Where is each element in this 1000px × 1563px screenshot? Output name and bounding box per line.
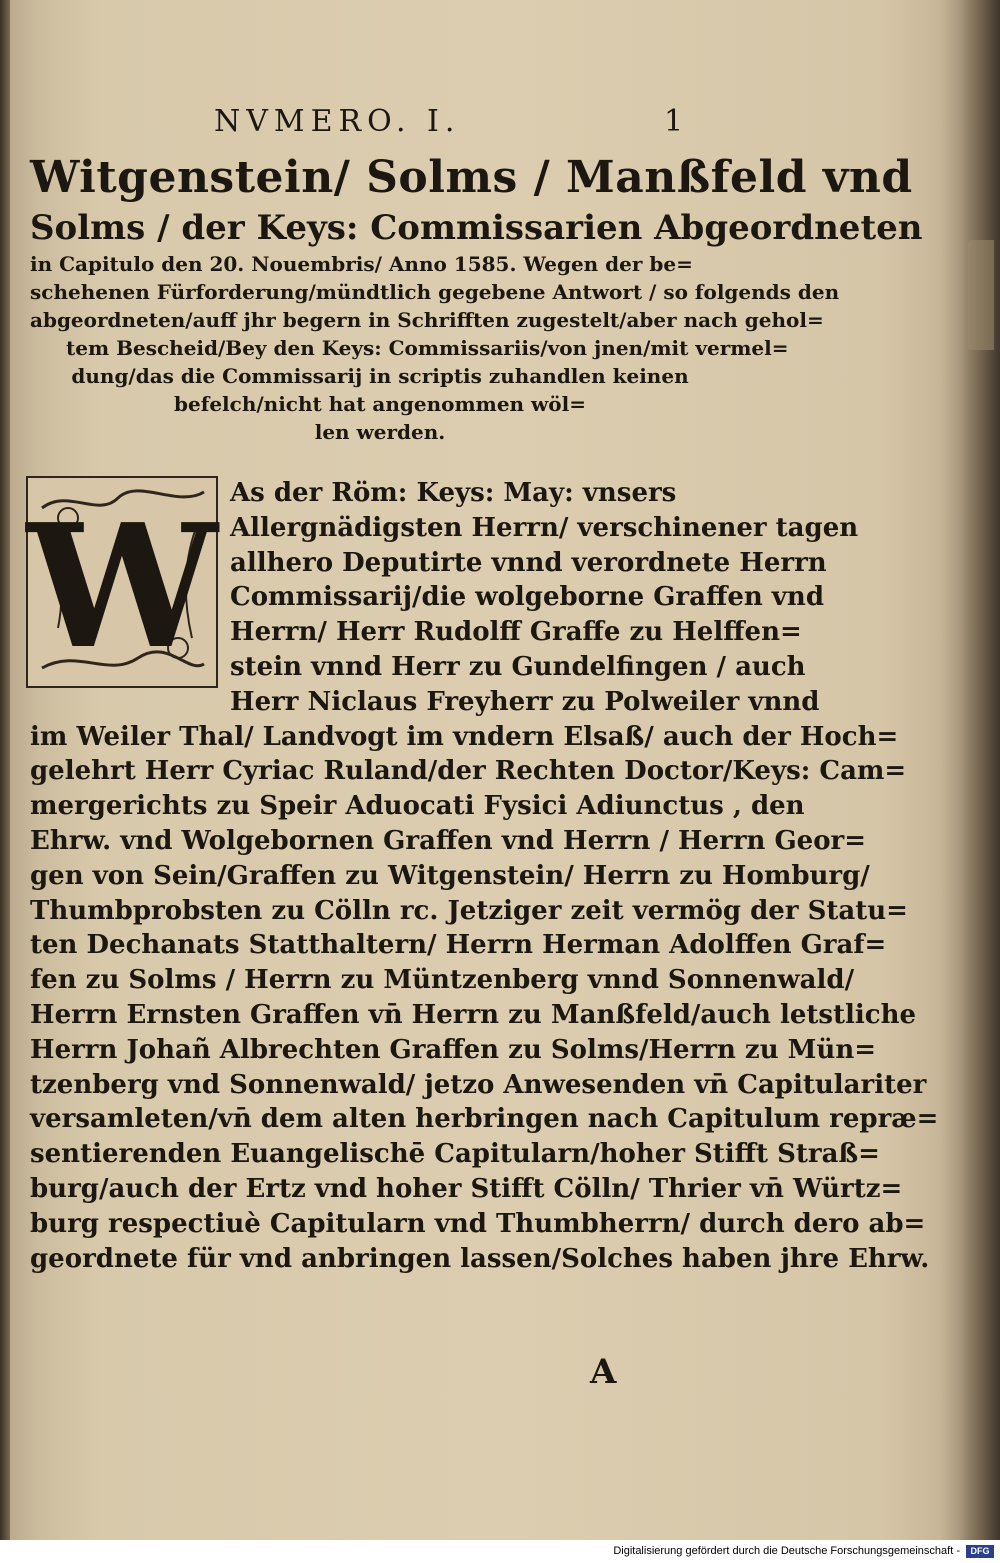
footer-bar [0, 1540, 1000, 1563]
body-line: Herr Niclaus Freyherr zu Polweiler vnnd [230, 686, 820, 717]
body-line: im Weiler Thal/ Landvogt im vndern Elsaß/ auch der Hoch= [30, 721, 899, 752]
subtitle-block [30, 250, 840, 446]
body-line: gelehrt Herr Cyriac Ruland/der Rechten Doctor/Keys: Cam= [30, 756, 907, 787]
body-line: Herrn Ernsten Graffen vn̄ Herrn zu Manßfeld/auch letstliche [30, 999, 917, 1030]
body-line: fen zu Solms / Herrn zu Müntzenberg vnnd Sonnenwald/ [30, 965, 855, 996]
body-line: stein vnnd Herr zu Gundelfingen / auch [230, 651, 806, 682]
subtitle-line: len werden. [314, 420, 446, 444]
decorated-initial [26, 476, 218, 688]
drop-cap-ornament-icon [28, 478, 216, 686]
subtitle-line: tem Bescheid/Bey den Keys: Commissariis/von jnen/mit vermel= [66, 336, 789, 360]
subtitle-line: in Capitulo den 20. Nouembris/ Anno 1585. Wegen der be= [30, 252, 693, 276]
body-section [26, 476, 939, 1276]
dfg-logo-icon[interactable]: DFG [966, 1545, 994, 1558]
body-line: allhero Deputirte vnnd verordnete Herrn [230, 547, 827, 578]
body-line: burg respectiuè Capitularn vnd Thumbherrn/ durch dero ab= [30, 1208, 926, 1239]
page-tab-marker [968, 240, 994, 350]
body-line: Herrn/ Herr Rudolff Graffe zu Helffen= [230, 617, 802, 648]
subtitle-line: abgeordneten/auff jhr begern in Schrifften zugestelt/aber nach gehol= [30, 308, 824, 332]
title-line-1: Witgenstein/ Solms / Manßfeld vnd [30, 152, 913, 203]
footer-credit: Digitalisierung gefördert durch die Deutsche Forschungsgemeinschaft - [613, 1545, 960, 1557]
page-edge-shadow [960, 0, 1000, 1540]
body-line: gen von Sein/Graffen zu Witgenstein/ Herrn zu Homburg/ [30, 860, 870, 891]
running-header [214, 100, 730, 144]
body-line: Allergnädigsten Herrn/ verschinener tagen [230, 512, 859, 543]
body-line: Ehrw. vnd Wolgebornen Graffen vnd Herrn / Herrn Geor= [30, 825, 867, 856]
body-line: ten Dechanats Statthaltern/ Herrn Herman Adolffen Graf= [30, 930, 887, 961]
body-line: Thumbprobsten zu Cölln rc. Jetziger zeit vermög der Statu= [30, 895, 908, 926]
subtitle-line: schehenen Fürforderung/mündtlich gegebene Antwort / so folgends den [30, 280, 840, 304]
body-line: Herrn Johañ Albrechten Graffen zu Solms/Herrn zu Mün= [30, 1034, 877, 1065]
subtitle-line: befelch/nicht hat angenommen wöl= [174, 392, 586, 416]
drop-cap-letter: W [26, 487, 218, 687]
body-line: burg/auch der Ertz vnd hoher Stifft Cölln/ Thrier vn̄ Würtz= [30, 1173, 903, 1204]
text-page [26, 100, 939, 1392]
page-number: 1 [664, 104, 690, 139]
body-line: versamleten/vn̄ dem alten herbringen nach Capitulum repræ= [30, 1104, 939, 1135]
body-line: geordnete für vnd anbringen lassen/Solches haben jhre Ehrw. [30, 1243, 930, 1274]
numero-heading: NVMERO. I. [214, 104, 461, 139]
body-line: sentierenden Euangelischē Capitularn/hoher Stifft Straß= [30, 1139, 880, 1170]
body-line: tzenberg vnd Sonnenwald/ jetzo Anwesenden vn̄ Capitulariter [30, 1069, 927, 1100]
body-line: As der Röm: Keys: May: vnsers [230, 478, 677, 508]
document-title [30, 150, 923, 250]
book-spine [0, 0, 10, 1540]
subtitle-line: dung/das die Commissarij in scriptis zuhandlen keinen [71, 364, 689, 388]
catchword: A [590, 1352, 617, 1392]
title-line-2: Solms / der Keys: Commissarien Abgeordneten [30, 208, 923, 248]
body-line: Commissarij/die wolgeborne Graffen vnd [230, 582, 825, 613]
body-line: mergerichts zu Speir Aduocati Fysici Adiunctus , den [30, 791, 805, 822]
